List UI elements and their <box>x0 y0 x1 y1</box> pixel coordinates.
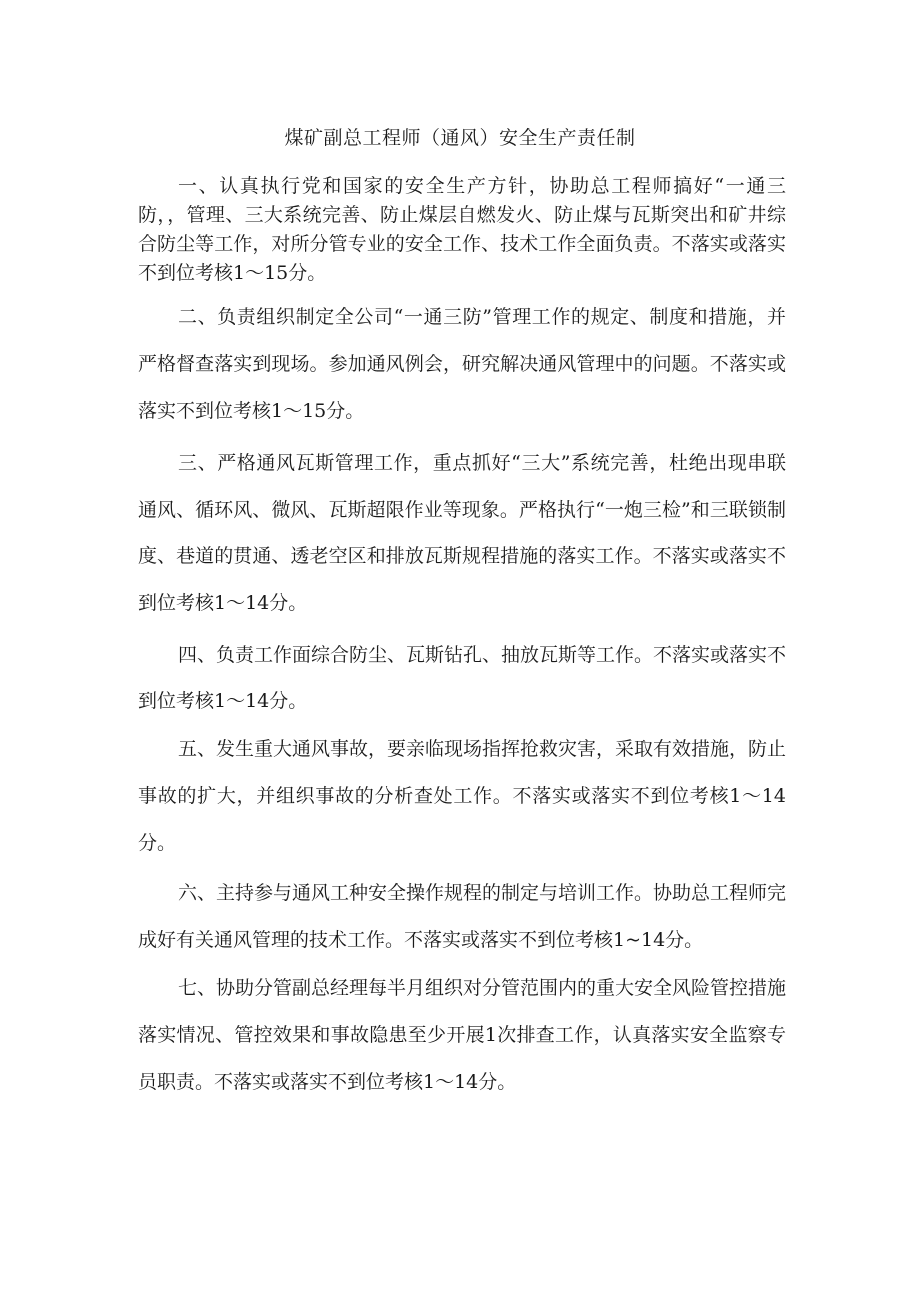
paragraph-2: 二、负责组织制定全公司“一通三防”管理工作的规定、制度和措施，并严格督查落实到现场。参加通风例会，研究解决通风管理中的问题。不落实或落实不到位考核1～15分。 <box>138 306 786 422</box>
document-title: 煤矿副总工程师（通风）安全生产责任制 <box>284 127 636 149</box>
paragraph-7: 七、协助分管副总经理每半月组织对分管范围内的重大安全风险管控措施落实情况、管控效果和事故隐患至少开展1次排查工作，认真落实安全监察专员职责。不落实或落实不到位考核1～14分。 <box>138 977 787 1093</box>
paragraph-1: 一、认真执行党和国家的安全生产方针，协助总工程师搞好“一通三防，，管理、三大系统完善、防止煤层自燃发火、防止煤与瓦斯突出和矿井综合防尘等工作，对所分管专业的安全工作、技术工作全面负责。不落实或落实不到位考核1～15分。 <box>138 175 786 284</box>
paragraph-3: 三、严格通风瓦斯管理工作，重点抓好“三大”系统完善，杜绝出现串联通风、循环风、微风、瓦斯超限作业等现象。严格执行“一炮三检”和三联锁制度、巷道的贯通、透老空区和排放瓦斯规程措施的落实工作。不落实或落实不到位考核1～14分。 <box>138 452 786 614</box>
paragraph-5: 五、发生重大通风事故，要亲临现场指挥抢救灾害，采取有效措施，防止事故的扩大，并组织事故的分析查处工作。不落实或落实不到位考核1～14分。 <box>138 738 787 854</box>
paragraph-6: 六、主持参与通风工种安全操作规程的制定与培训工作。协助总工程师完成好有关通风管理的技术工作。不落实或落实不到位考核1~14分。 <box>138 882 787 951</box>
paragraph-4: 四、负责工作面综合防尘、瓦斯钻孔、抽放瓦斯等工作。不落实或落实不到位考核1～14分。 <box>138 644 787 712</box>
